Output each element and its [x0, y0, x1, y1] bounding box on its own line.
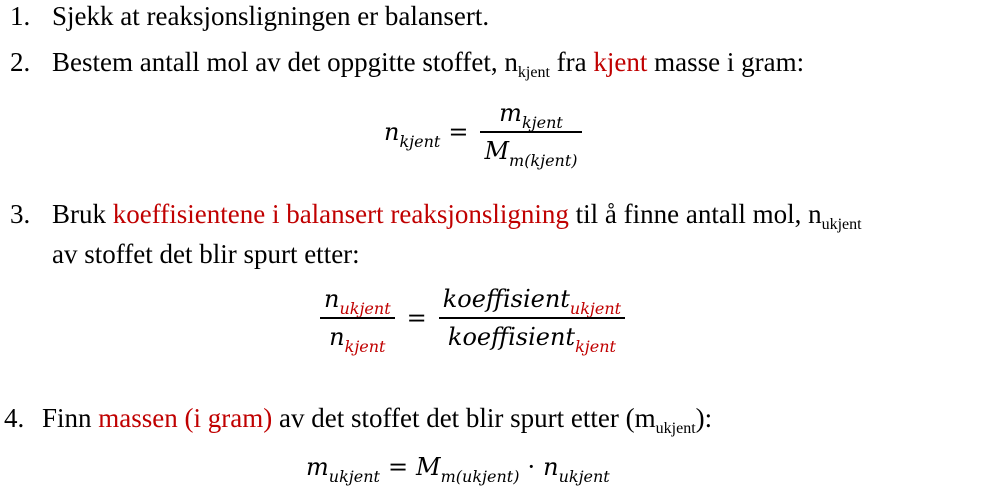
formula-3-left-denominator: $n_{kjent}$ [329, 323, 386, 356]
step-4-text: Finn massen (i gram) av det stoffet det blir spurt etter $(m_{ukjent})$: [42, 403, 713, 437]
formula-2-numerator: $m_{kjent}$ [499, 99, 563, 132]
formula-moles-known [384, 98, 586, 170]
formula-3-right-fraction [439, 284, 625, 356]
formula-2-equals: = [448, 118, 469, 146]
step-2-number: 2. [10, 47, 31, 77]
step-3 [10, 198, 862, 233]
step-3-highlight: koeffisientene i balansert reaksjonsligning [112, 199, 569, 229]
step-1-text: Sjekk at reaksjonsligningen er balansert. [52, 1, 490, 31]
step-3-line-2: av stoffet det blir spurt etter: [52, 239, 360, 269]
formula-3-equals: = [406, 304, 427, 332]
formula-3-left-numerator: $n_{ukjent}$ [324, 285, 391, 318]
step-4-number: 4. [4, 403, 25, 433]
step-2-highlight: kjent [593, 47, 648, 77]
step-3-subscript: ukjent [821, 216, 862, 233]
step-2-text: Bestem antall mol av det oppgitte stoffet, $n_{kjent}$ fra kjent masse i gram: [52, 47, 805, 81]
formula-4-molar-mass: $M_{m(ukjent)}$ [416, 453, 520, 486]
formula-mass-unknown [306, 452, 610, 486]
step-4 [4, 402, 713, 437]
formula-4-lhs: $m_{ukjent}$ [306, 453, 380, 486]
formula-3-right-numerator: koeffisient$_{ukjent}$ [442, 285, 622, 318]
step-4-subscript: ukjent [655, 420, 696, 437]
formula-4-moles: $n_{ukjent}$ [543, 453, 610, 486]
formula-2-denominator: $M_{m(kjent)}$ [484, 137, 578, 170]
step-1 [10, 0, 490, 32]
formula-ratio [316, 284, 629, 356]
step-2 [10, 46, 805, 81]
formula-2-lhs: $n_{kjent}$ [384, 118, 441, 151]
formula-4-dot: · [527, 453, 536, 481]
formula-4-equals: = [387, 453, 409, 481]
formula-2-fraction [480, 98, 581, 170]
step-3-number: 3. [10, 199, 31, 229]
step-4-highlight: massen (i gram) [98, 403, 273, 433]
formula-3-right-denominator: koeffisient$_{kjent}$ [447, 323, 616, 356]
formula-3-left-fraction [320, 284, 395, 356]
step-3-text: Bruk koeffisientene i balansert reaksjonsligning til å finne antall mol, $n_{ukjent}$ [52, 199, 862, 233]
step-1-number: 1. [10, 1, 31, 31]
step-2-subscript: kjent [517, 64, 550, 81]
